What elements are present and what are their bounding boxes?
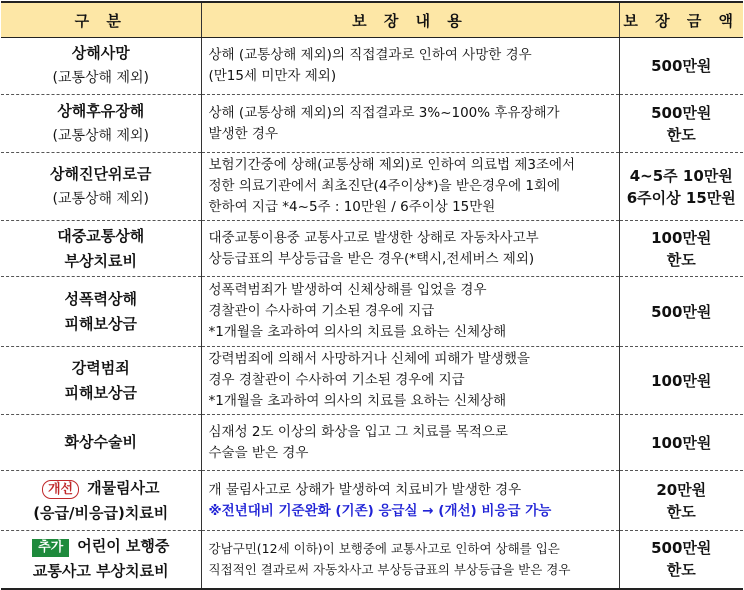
description-line: 강남구민(12세 이하)이 보행중에 교통사고로 인하여 상해를 입은 (208, 541, 560, 557)
item-description (201, 277, 619, 347)
table-row (1, 471, 743, 531)
item-sub: (교통상해 제외) (52, 127, 150, 144)
item-amount (619, 531, 743, 589)
header-amount: 보 장 금 액 (619, 2, 743, 38)
item-name-cell (1, 347, 201, 415)
table-row (1, 415, 743, 471)
description-line: 상해 (교통상해 제외)의 직접결과로 3%~100% 후유장해가 (208, 104, 560, 121)
description-line: *1개월을 초과하여 의사의 치료를 요하는 신체상해 (208, 393, 507, 409)
item-description (201, 347, 619, 415)
item-name: 상해사망 (71, 44, 130, 62)
amount-line: 한도 (666, 125, 696, 144)
notice-line: ※전년대비 기준완화 (기존) 응급실 → (개선) 비응급 가능 (208, 502, 552, 519)
amount-line: 20만원 (656, 480, 707, 499)
item-name: 대중교통상해 (57, 226, 145, 245)
amount-line: 한도 (666, 561, 696, 580)
item-amount (619, 221, 743, 277)
description-line: 강력범죄에 의해서 사망하거나 신체에 피해가 발생했을 (208, 351, 530, 367)
description-line: 보험기간중에 상해(교통상해 제외)로 인하여 의료법 제3조에서 (208, 157, 576, 173)
description-line: 정한 의료기관에서 최초진단(4주이상*)을 받은경우에 1회에 (208, 178, 561, 194)
improved-badge: 개선 (42, 480, 79, 499)
item-amount (619, 153, 743, 221)
description-line: 성폭력범죄가 발생하여 신체상해를 입었을 경우 (208, 282, 487, 298)
item-name-cell (1, 531, 201, 589)
header-coverage: 보 장 내 용 (201, 2, 619, 38)
item-name: 상해후유장해 (57, 101, 145, 120)
item-name-cell (1, 415, 201, 471)
description-line: 경찰관이 수사하여 기소된 경우에 지급 (208, 303, 435, 319)
new-badge: 추가 (32, 539, 69, 557)
table-header-row (1, 2, 743, 38)
description-line: 상해 (교통상해 제외)의 직접결과로 인하여 사망한 경우 (208, 47, 532, 63)
item-description (201, 531, 619, 589)
item-sub: 피해보상금 (64, 314, 137, 333)
amount-line: 500만원 (651, 539, 712, 558)
item-description (201, 221, 619, 277)
table-row (1, 38, 743, 95)
item-amount (619, 415, 743, 471)
amount-line: 한도 (666, 502, 696, 521)
header-category: 구 분 (1, 2, 201, 38)
item-name: 상해진단위로금 (50, 164, 152, 183)
amount-line: 100만원 (651, 371, 712, 390)
item-description (201, 415, 619, 471)
table-row (1, 221, 743, 277)
item-amount (619, 95, 743, 153)
description-line: 개 물림사고로 상해가 발생하여 치료비가 발생한 경우 (208, 481, 522, 498)
description-line: 발생한 경우 (208, 125, 278, 142)
item-sub: (응급/비응급)치료비 (33, 503, 169, 522)
description-line: 심재성 2도 이상의 화상을 입고 그 치료를 목적으로 (208, 423, 508, 440)
table-row (1, 347, 743, 415)
item-sub: (교통상해 제외) (52, 190, 150, 207)
item-sub: 부상치료비 (64, 251, 137, 270)
item-name-cell (1, 153, 201, 221)
item-name-cell (1, 95, 201, 153)
item-amount (619, 347, 743, 415)
item-sub: (교통상해 제외) (52, 70, 150, 86)
description-line: 수술을 받은 경우 (208, 444, 309, 461)
description-line: (만15세 미만자 제외) (208, 68, 337, 84)
description-line: *1개월을 초과하여 의사의 치료를 요하는 신체상해 (208, 324, 507, 340)
table-row (1, 95, 743, 153)
item-amount (619, 277, 743, 347)
item-name: 어린이 보행중 (77, 537, 170, 556)
item-description (201, 471, 619, 531)
item-name-cell (1, 277, 201, 347)
table-row (1, 153, 743, 221)
amount-line: 100만원 (651, 228, 712, 247)
item-name-cell (1, 221, 201, 277)
item-name-cell (1, 38, 201, 95)
amount-line: 100만원 (651, 433, 712, 452)
description-line: 대중교통이용중 교통사고로 발생한 상해로 자동차사고부 (208, 229, 539, 246)
item-sub: 피해보상금 (64, 383, 137, 402)
item-name-cell (1, 471, 201, 531)
table-row (1, 531, 743, 589)
item-name: 성폭력상해 (64, 289, 137, 308)
item-amount (619, 471, 743, 531)
item-sub: 교통사고 부상치료비 (32, 562, 169, 581)
item-description (201, 153, 619, 221)
amount-line: 500만원 (651, 302, 712, 321)
item-name: 개물림사고 (87, 478, 160, 497)
amount-line: 한도 (666, 250, 696, 269)
item-description (201, 95, 619, 153)
item-description (201, 38, 619, 95)
description-line: 경우 경찰관이 수사하여 기소된 경우에 지급 (208, 372, 465, 388)
description-line: 직접적인 결과로써 자동차사고 부상등급표의 부상등급을 받은 경우 (208, 562, 571, 578)
description-line: 상등급표의 부상등급을 받은 경우(*택시,전세버스 제외) (208, 250, 535, 267)
coverage-table (1, 1, 743, 590)
item-name: 화상수술비 (64, 433, 137, 451)
amount-line: 500만원 (651, 57, 712, 75)
amount-line: 6주이상 15만원 (626, 188, 736, 207)
description-line: 한하여 지급 *4~5주 : 10만원 / 6주이상 15만원 (208, 199, 496, 215)
item-name: 강력범죄 (71, 358, 130, 377)
table-row (1, 277, 743, 347)
amount-line: 500만원 (651, 103, 712, 122)
item-amount (619, 38, 743, 95)
amount-line: 4~5주 10만원 (629, 166, 733, 185)
